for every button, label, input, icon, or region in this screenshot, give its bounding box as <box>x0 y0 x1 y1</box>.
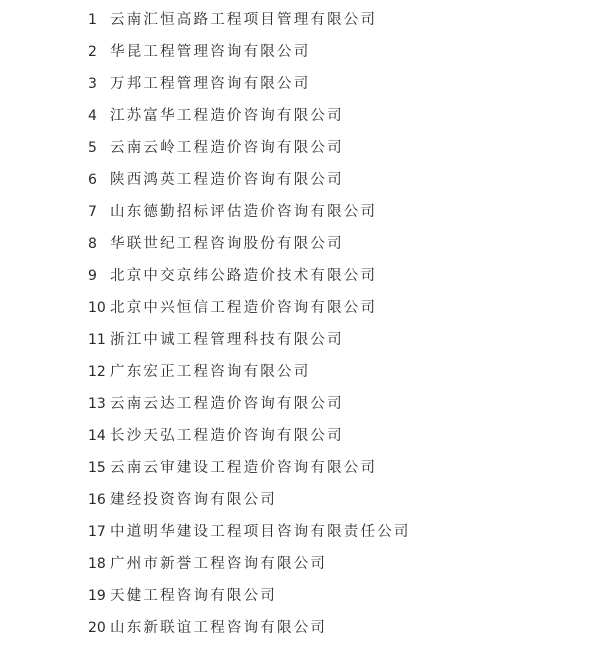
company-name: 云南云达工程造价咨询有限公司 <box>110 396 344 412</box>
company-name: 江苏富华工程造价咨询有限公司 <box>110 108 344 124</box>
list-item <box>0 68 604 100</box>
company-name: 云南云岭工程造价咨询有限公司 <box>110 140 344 156</box>
company-list <box>0 4 604 644</box>
company-name: 长沙天弘工程造价咨询有限公司 <box>110 428 344 444</box>
company-name: 云南云审建设工程造价咨询有限公司 <box>110 460 378 476</box>
list-item <box>0 484 604 516</box>
list-item <box>0 356 604 388</box>
item-number: 10 <box>88 300 106 316</box>
item-number: 20 <box>88 620 106 636</box>
item-number: 19 <box>88 588 106 604</box>
item-number: 11 <box>88 332 106 348</box>
item-number: 18 <box>88 556 106 572</box>
item-number: 6 <box>88 172 97 188</box>
company-name: 广东宏正工程咨询有限公司 <box>110 364 311 380</box>
list-item <box>0 164 604 196</box>
list-item <box>0 196 604 228</box>
list-item <box>0 580 604 612</box>
list-item <box>0 612 604 644</box>
list-item <box>0 452 604 484</box>
item-number: 9 <box>88 268 97 284</box>
company-name: 华昆工程管理咨询有限公司 <box>110 44 311 60</box>
company-name: 万邦工程管理咨询有限公司 <box>110 76 311 92</box>
list-item <box>0 260 604 292</box>
list-item <box>0 324 604 356</box>
item-number: 4 <box>88 108 97 124</box>
company-name: 北京中兴恒信工程造价咨询有限公司 <box>110 300 378 316</box>
item-number: 12 <box>88 364 106 380</box>
company-name: 浙江中诚工程管理科技有限公司 <box>110 332 344 348</box>
list-item <box>0 420 604 452</box>
list-item <box>0 292 604 324</box>
company-name: 山东德勤招标评估造价咨询有限公司 <box>110 204 378 220</box>
item-number: 13 <box>88 396 106 412</box>
company-name: 中道明华建设工程项目咨询有限责任公司 <box>110 524 411 540</box>
list-item <box>0 100 604 132</box>
list-item <box>0 516 604 548</box>
company-name: 山东新联谊工程咨询有限公司 <box>110 620 328 636</box>
list-item <box>0 228 604 260</box>
company-name: 华联世纪工程咨询股份有限公司 <box>110 236 344 252</box>
item-number: 1 <box>88 12 97 28</box>
item-number: 5 <box>88 140 97 156</box>
item-number: 8 <box>88 236 97 252</box>
company-name: 建经投资咨询有限公司 <box>110 492 277 508</box>
company-name: 陕西鸿英工程造价咨询有限公司 <box>110 172 344 188</box>
company-name: 广州市新誉工程咨询有限公司 <box>110 556 328 572</box>
item-number: 14 <box>88 428 106 444</box>
company-name: 天健工程咨询有限公司 <box>110 588 277 604</box>
item-number: 16 <box>88 492 106 508</box>
item-number: 15 <box>88 460 106 476</box>
list-item <box>0 36 604 68</box>
company-name: 北京中交京纬公路造价技术有限公司 <box>110 268 378 284</box>
item-number: 17 <box>88 524 106 540</box>
company-name: 云南汇恒高路工程项目管理有限公司 <box>110 12 378 28</box>
list-item <box>0 132 604 164</box>
list-item <box>0 548 604 580</box>
item-number: 7 <box>88 204 97 220</box>
item-number: 2 <box>88 44 97 60</box>
list-item <box>0 388 604 420</box>
item-number: 3 <box>88 76 97 92</box>
list-item <box>0 4 604 36</box>
